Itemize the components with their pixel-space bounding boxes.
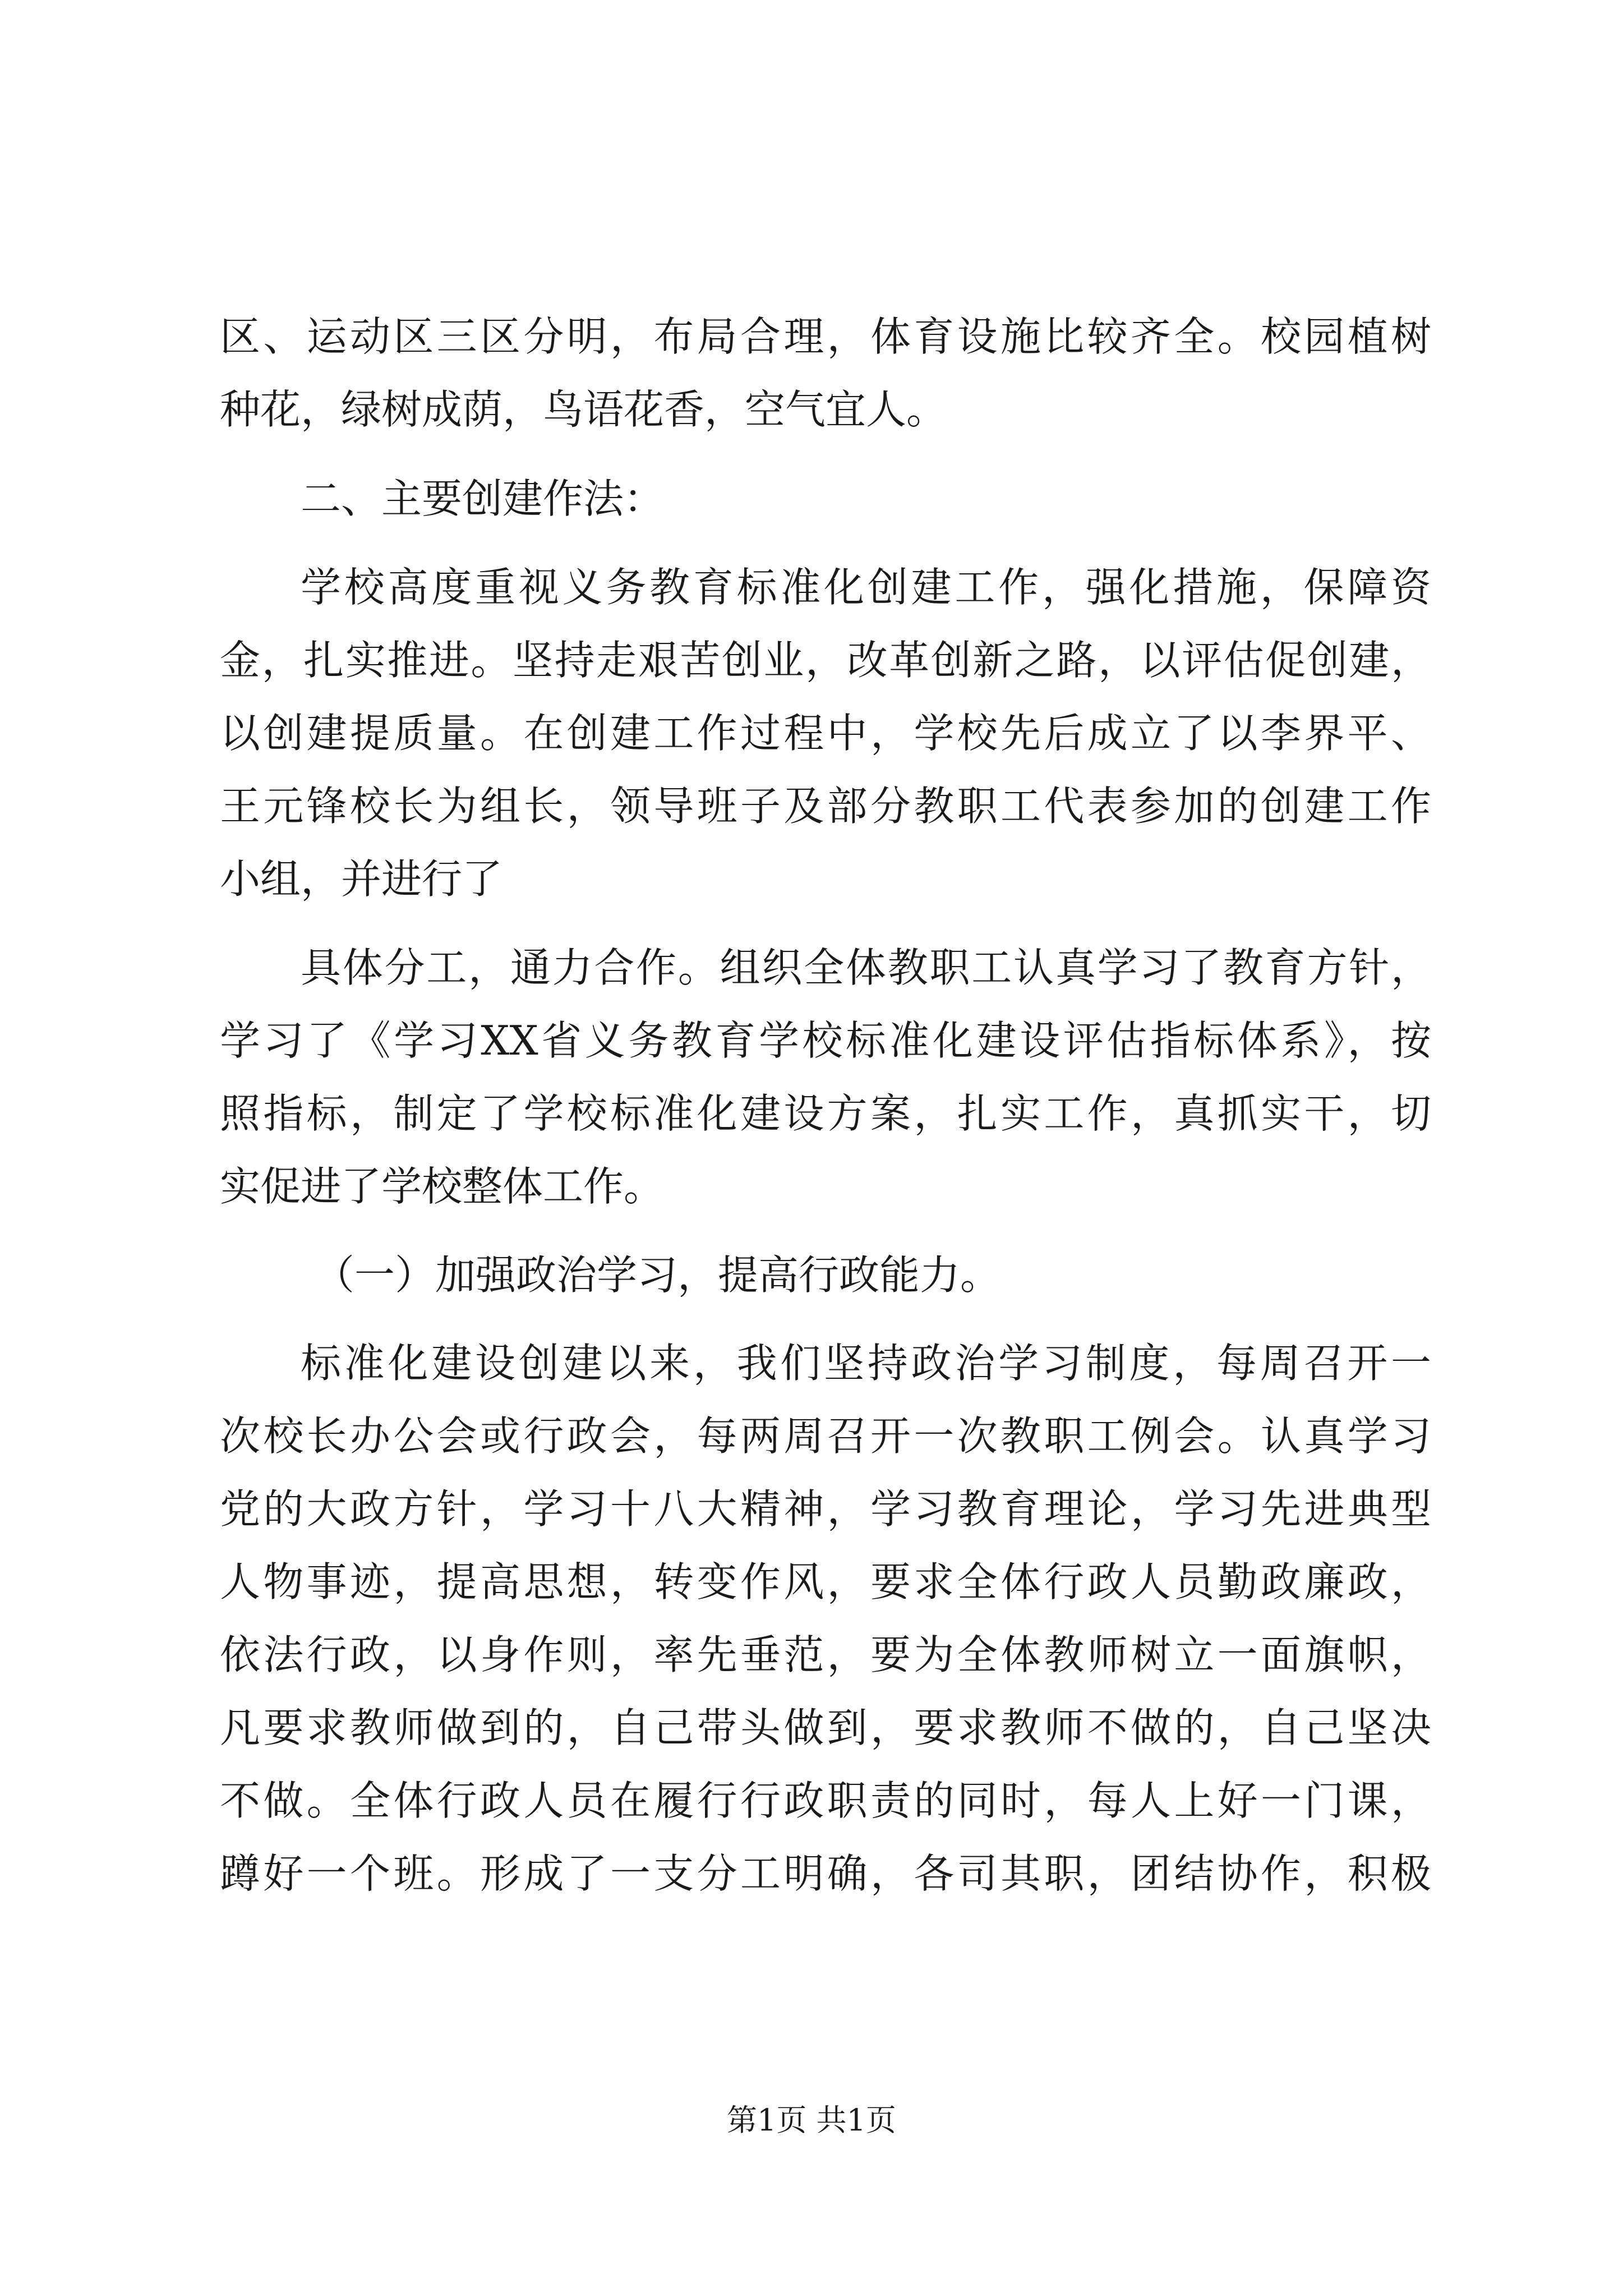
text-line: 王元锋校长为组长，领导班子及部分教职工代表参加的创建工作 bbox=[220, 783, 1431, 830]
text-line: 不做。全体行政人员在履行行政职责的同时，每人上好一门课， bbox=[220, 1777, 1431, 1824]
text-line: 蹲好一个班。形成了一支分工明确，各司其职，团结协作，积极 bbox=[220, 1850, 1431, 1897]
text-line: 小组，并进行了 bbox=[220, 855, 503, 903]
text-line: 区、运动区三区分明，布局合理，体育设施比较齐全。校园植树 bbox=[220, 313, 1431, 360]
text-line: 凡要求教师做到的，自己带头做到，要求教师不做的，自己坚决 bbox=[220, 1704, 1431, 1751]
text-line: 标准化建设创建以来，我们坚持政治学习制度，每周召开一 bbox=[301, 1340, 1431, 1387]
text-line: 实促进了学校整体工作。 bbox=[220, 1163, 665, 1210]
text-line: 具体分工，通力合作。组织全体教职工认真学习了教育方针， bbox=[301, 944, 1431, 991]
text-line: 以创建提质量。在创建工作过程中，学校先后成立了以李界平、 bbox=[220, 710, 1431, 757]
text-line: 照指标，制定了学校标准化建设方案，扎实工作，真抓实干，切 bbox=[220, 1090, 1431, 1137]
text-line: 次校长办公会或行政会，每两周召开一次教职工例会。认真学习 bbox=[220, 1412, 1431, 1460]
text-line: 依法行政，以身作则，率先垂范，要为全体教师树立一面旗帜， bbox=[220, 1631, 1431, 1678]
text-line: 人物事迹，提高思想，转变作风，要求全体行政人员勤政廉政， bbox=[220, 1558, 1431, 1605]
page-number: 第1页 共1页 bbox=[727, 2102, 896, 2138]
text-line: 党的大政方针，学习十八大精神，学习教育理论，学习先进典型 bbox=[220, 1485, 1431, 1533]
text-line: 学校高度重视义务教育标准化创建工作，强化措施，保障资 bbox=[301, 564, 1431, 611]
subsection-heading: （一）加强政治学习，提高行政能力。 bbox=[314, 1251, 1001, 1299]
text-line: 学习了《学习XX省义务教育学校标准化建设评估指标体系》，按 bbox=[220, 1017, 1431, 1064]
text-line: 种花，绿树成荫，鸟语花香，空气宜人。 bbox=[220, 386, 947, 433]
section-heading: 二、主要创建作法： bbox=[301, 475, 665, 522]
text-line: 金，扎实推进。坚持走艰苦创业，改革创新之路，以评估促创建， bbox=[220, 637, 1431, 684]
